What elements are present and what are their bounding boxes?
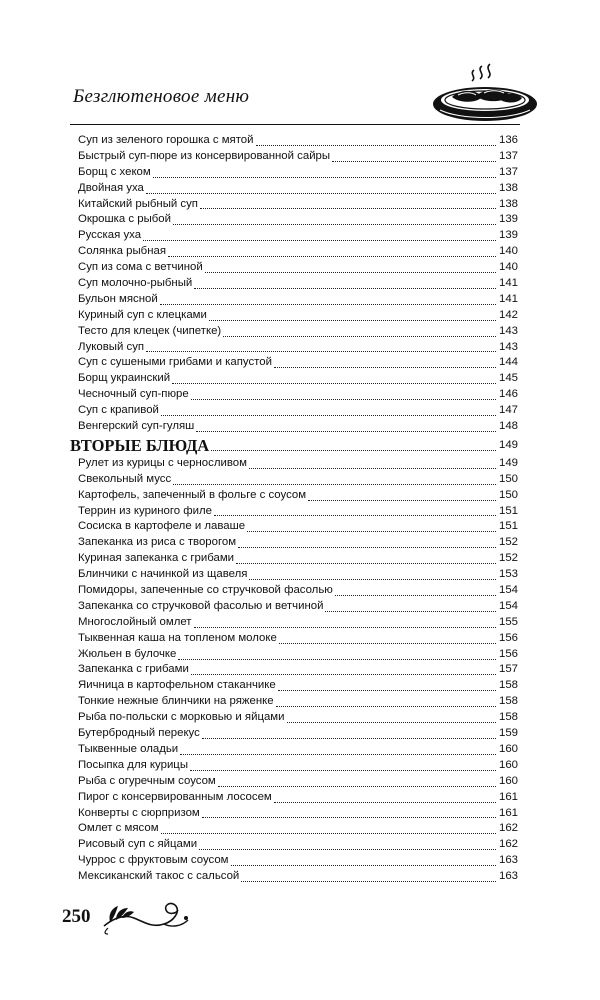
toc-entry-page: 158 [498, 695, 518, 708]
dot-leader [241, 881, 496, 882]
toc-entry-page: 159 [498, 727, 518, 740]
toc-entry-page: 143 [498, 340, 518, 353]
toc-entry-title: Борщ с хеком [78, 165, 151, 178]
dot-leader [276, 706, 496, 707]
toc-entry-page: 156 [498, 631, 518, 644]
toc-entry [78, 790, 518, 806]
toc-entry-page: 153 [498, 568, 518, 581]
toc-entry [78, 133, 518, 149]
toc-entry-title: Мексиканский такос с сальсой [78, 870, 240, 883]
toc-entry-title: Русская уха [78, 229, 142, 242]
toc-entry-page: 143 [498, 324, 518, 337]
toc-entry-title: Тыквенная каша на топленом молоке [78, 631, 277, 644]
toc-entry [78, 869, 518, 885]
toc-entry-title: Рыба с огуречным соусом [78, 774, 216, 787]
toc-entry [78, 742, 518, 758]
toc-entry-title: Пирог с консервированным лососем [78, 790, 272, 803]
toc-entry-title: Посыпка для курицы [78, 758, 189, 771]
section-page: 149 [498, 438, 518, 451]
toc-entry-page: 149 [498, 456, 518, 469]
toc-entry-page: 145 [498, 372, 518, 385]
toc-entry-title: Тыквенные оладьи [78, 742, 179, 755]
toc-entry [78, 821, 518, 837]
toc-entry-title: Жюльен в булочке [78, 647, 177, 660]
toc-entry-page: 138 [498, 181, 518, 194]
toc-entry [78, 583, 518, 599]
toc-entry-title: Запеканка со стручковой фасолью и ветчиной [78, 599, 324, 612]
toc-entry-page: 162 [498, 838, 518, 851]
toc-entry [78, 228, 518, 244]
toc-entry-page: 139 [498, 229, 518, 242]
toc-entry-title: Венгерский суп-гуляш [78, 420, 195, 433]
dot-leader [168, 256, 496, 257]
dot-leader [190, 770, 496, 771]
toc-entry-title: Солянка рыбная [78, 245, 166, 258]
toc-entry-title: Картофель, запеченный в фольге с соусом [78, 488, 307, 501]
dot-leader [278, 690, 496, 691]
dot-leader [332, 161, 496, 162]
toc-entry [78, 631, 518, 647]
toc-entry [78, 647, 518, 663]
toc-entry-title: Блинчики с начинкой из щавеля [78, 568, 248, 581]
dot-leader [249, 468, 496, 469]
toc-entry [78, 472, 518, 488]
table-of-contents [70, 133, 518, 885]
dot-leader [202, 738, 496, 739]
dot-leader [238, 547, 496, 548]
toc-entry [78, 837, 518, 853]
toc-entry-title: Помидоры, запеченные со стручковой фасолью [78, 584, 333, 597]
toc-entry-page: 140 [498, 245, 518, 258]
toc-entry-title: Омлет с мясом [78, 822, 159, 835]
dot-leader [194, 288, 496, 289]
dot-leader [161, 415, 496, 416]
dot-leader [196, 431, 496, 432]
dot-leader [173, 224, 496, 225]
toc-entry-page: 140 [498, 261, 518, 274]
toc-entry-title: Свекольный мусс [78, 472, 172, 485]
toc-entry-page: 142 [498, 308, 518, 321]
dot-leader [231, 865, 496, 866]
toc-entry [78, 371, 518, 387]
toc-entry [78, 535, 518, 551]
toc-entry [78, 615, 518, 631]
toc-entry-title: Многослойный омлет [78, 615, 192, 628]
running-header-title: Безглютеновое меню [73, 86, 250, 107]
floral-swirl-ornament-icon [100, 896, 192, 936]
dot-leader [256, 145, 496, 146]
toc-entry [78, 340, 518, 356]
toc-entry-page: 151 [498, 504, 518, 517]
toc-entry-page: 137 [498, 165, 518, 178]
dot-leader [153, 177, 496, 178]
toc-entry-title: Запеканка с грибами [78, 663, 189, 676]
toc-entry [78, 678, 518, 694]
toc-entry [78, 419, 518, 435]
toc-entry-page: 141 [498, 277, 518, 289]
toc-entry [78, 758, 518, 774]
page-number: 250 [62, 906, 91, 927]
dot-leader [202, 817, 496, 818]
toc-entry-page: 136 [498, 133, 518, 146]
toc-entry-title: Бутербродный перекус [78, 727, 200, 740]
dot-leader [279, 643, 496, 644]
toc-entry-page: 158 [498, 711, 518, 724]
toc-entry [78, 181, 518, 197]
dot-leader [178, 659, 496, 660]
toc-entry [78, 519, 518, 535]
toc-entry [78, 149, 518, 165]
dot-leader [218, 786, 496, 787]
toc-entry [78, 260, 518, 276]
toc-entry-page: 150 [498, 472, 518, 485]
dot-leader [199, 849, 496, 850]
dot-leader [146, 351, 496, 352]
toc-entry-page: 139 [498, 213, 518, 226]
dot-leader [325, 611, 496, 612]
toc-entry [78, 774, 518, 790]
toc-entry-title: Запеканка из риса с творогом [78, 536, 237, 549]
toc-entry-page: 154 [498, 584, 518, 597]
dot-leader [143, 240, 496, 241]
toc-entry [78, 387, 518, 403]
dot-leader [191, 399, 496, 400]
toc-entry [78, 324, 518, 340]
toc-entry-page: 152 [498, 552, 518, 565]
toc-entry-title: Окрошка с рыбой [78, 213, 171, 226]
dot-leader [205, 272, 496, 273]
dot-leader [200, 208, 496, 209]
toc-entry-title: Суп из сома с ветчиной [78, 261, 203, 274]
toc-entry-title: Куриная запеканка с грибами [78, 552, 235, 565]
dot-leader [194, 627, 496, 628]
toc-entry-page: 146 [498, 388, 518, 401]
toc-entry-page: 156 [498, 647, 518, 660]
toc-entry-title: Суп из зеленого горошка с мятой [78, 133, 254, 146]
toc-entry-title: Тонкие нежные блинчики на ряженке [78, 695, 274, 708]
toc-entry [78, 403, 518, 419]
dot-leader [180, 754, 496, 755]
section-title: ВТОРЫЕ БЛЮДА [70, 435, 210, 455]
toc-entry-page: 161 [498, 806, 518, 819]
dot-leader [308, 500, 496, 501]
toc-entry [78, 567, 518, 583]
toc-entry-title: Чесночный суп-пюре [78, 388, 189, 401]
dot-leader [172, 383, 496, 384]
toc-entry-page: 152 [498, 536, 518, 549]
toc-entry-page: 157 [498, 663, 518, 676]
toc-entry-title: Рисовый суп с яйцами [78, 838, 198, 851]
toc-entry-page: 162 [498, 822, 518, 835]
toc-entry [78, 355, 518, 371]
toc-entry-title: Суп с сушеными грибами и капустой [78, 356, 272, 369]
dot-leader [223, 336, 496, 337]
toc-entry-page: 163 [498, 870, 518, 883]
toc-entry [78, 276, 518, 292]
toc-entry-title: Суп с крапивой [78, 404, 159, 417]
toc-entry-title: Яичница в картофельном стаканчике [78, 679, 276, 692]
toc-entry [78, 292, 518, 308]
toc-entry-page: 137 [498, 149, 518, 162]
dot-leader [160, 304, 496, 305]
toc-entry [78, 806, 518, 822]
toc-entry-page: 155 [498, 615, 518, 628]
dot-leader [335, 595, 496, 596]
toc-entry-page: 154 [498, 599, 518, 612]
toc-entry-page: 138 [498, 197, 518, 210]
toc-entry-title: Рулет из курицы с черносливом [78, 456, 247, 469]
toc-entry [78, 244, 518, 260]
dot-leader [287, 722, 496, 723]
toc-entry-page: 150 [498, 488, 518, 501]
toc-entry [78, 599, 518, 615]
toc-entry-title: Террин из куриного филе [78, 504, 213, 517]
dot-leader [249, 579, 496, 580]
toc-entry [78, 488, 518, 504]
toc-entry [78, 504, 518, 520]
toc-entry [78, 197, 518, 213]
toc-entry [78, 308, 518, 324]
toc-entry [78, 456, 518, 472]
toc-entry-title: Китайский рыбный суп [78, 197, 198, 210]
toc-entry-page: 160 [498, 758, 518, 771]
toc-entry-title: Куриный суп с клецками [78, 308, 207, 321]
dot-leader [191, 674, 496, 675]
toc-entry-page: 141 [498, 292, 518, 305]
toc-entry-title: Бульон мясной [78, 292, 158, 305]
toc-entry [78, 726, 518, 742]
toc-entry-page: 151 [498, 520, 518, 533]
toc-section-heading [70, 435, 518, 456]
toc-entry [78, 710, 518, 726]
toc-entry [78, 663, 518, 679]
toc-entry-title: Суп молочно-рыбный [78, 277, 193, 289]
toc-entry-title: Быстрый суп-пюре из консервированной сайры [78, 149, 331, 162]
toc-entry-page: 163 [498, 854, 518, 867]
dot-leader [214, 515, 496, 516]
toc-entry [78, 212, 518, 228]
header-rule [70, 124, 520, 125]
toc-entry-title: Борщ украинский [78, 372, 171, 385]
dot-leader [274, 802, 496, 803]
dot-leader [236, 563, 496, 564]
toc-entry-page: 160 [498, 742, 518, 755]
dot-leader [209, 320, 496, 321]
toc-entry [78, 853, 518, 869]
toc-entry-page: 160 [498, 774, 518, 787]
dot-leader [211, 450, 496, 451]
toc-entry-page: 158 [498, 679, 518, 692]
dot-leader [161, 833, 496, 834]
toc-entry-page: 144 [498, 356, 518, 369]
dot-leader [274, 367, 496, 368]
toc-entry-title: Конверты с сюрпризом [78, 806, 200, 819]
toc-entry-page: 161 [498, 790, 518, 803]
toc-entry-title: Двойная уха [78, 181, 144, 194]
toc-entry-title: Рыба по-польски с морковью и яйцами [78, 711, 285, 724]
toc-entry-title: Тесто для клецек (чипетке) [78, 324, 222, 337]
toc-entry-page: 147 [498, 404, 518, 417]
toc-entry-title: Чуррос с фруктовым соусом [78, 854, 229, 867]
dot-leader [247, 531, 496, 532]
toc-entry-title: Сосиска в картофеле и лаваше [78, 520, 246, 533]
toc-entry [78, 165, 518, 181]
toc-entry [78, 551, 518, 567]
dot-leader [173, 484, 496, 485]
dot-leader [146, 193, 496, 194]
toc-entry [78, 694, 518, 710]
toc-entry-page: 148 [498, 420, 518, 433]
plate-with-sausages-icon [430, 60, 540, 130]
toc-entry-title: Луковый суп [78, 340, 145, 353]
